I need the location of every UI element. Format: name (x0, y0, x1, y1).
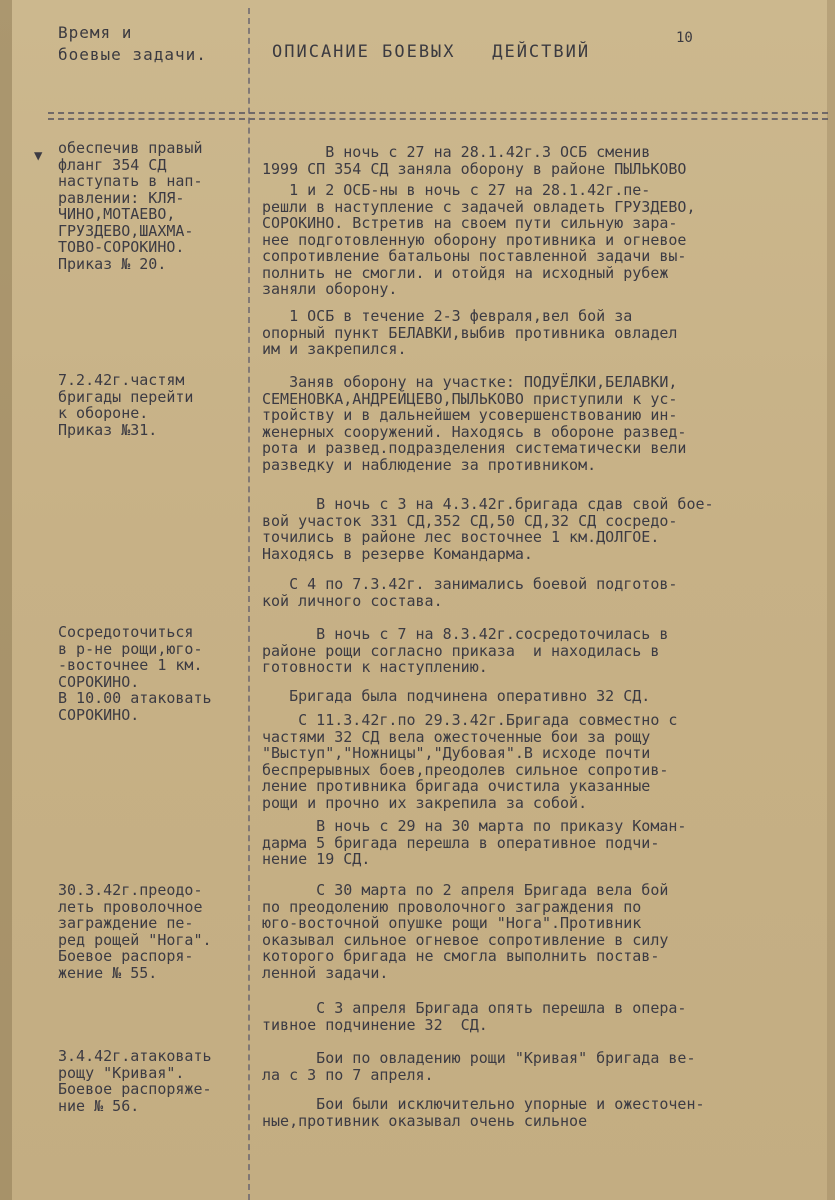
task-entry: 30.3.42г.преодо- леть проволочное заграждение пе- ред рощей "Нога". Боевое распоря- жение № 55. (58, 881, 212, 982)
header-rule-top (48, 112, 828, 114)
action-paragraph: 1 ОСБ в течение 2-3 февраля,вел бой за опорный пункт БЕЛАВКИ,выбив противника овладел им и закрепился. (262, 307, 678, 358)
column-divider (248, 8, 250, 1200)
column-header-description: ОПИСАНИЕ БОЕВЫХ ДЕЙСТВИЙ (272, 42, 591, 62)
action-paragraph: С 11.3.42г.по 29.3.42г.Бригада совместно с частями 32 СД вела ожесточенные бои за рощу "Выступ","Ножницы","Дубовая".В исходе почти беспрерывных боев,преодолев сильное сопротив- ление противника бригада очистила указанные рощи и прочно их закрепила за собой. (262, 711, 678, 812)
action-paragraph: Бригада была подчинена оперативно 32 СД. (262, 687, 651, 705)
task-entry: 7.2.42г.частям бригады перейти к обороне. Приказ №31. (58, 371, 194, 439)
page-edge-left (0, 0, 12, 1200)
action-paragraph: В ночь с 29 на 30 марта по приказу Коман- дарма 5 бригада перешла в оперативное подчи- нение 19 СД. (262, 817, 687, 868)
action-paragraph: С 3 апреля Бригада опять перешла в опера- тивное подчинение 32 СД. (262, 999, 687, 1034)
task-entry: 3.4.42г.атаковать рощу "Кривая". Боевое распоряже- ние № 56. (58, 1047, 212, 1115)
task-entry: Сосредоточиться в р-не рощи,юго- -восточнее 1 км. СОРОКИНО. В 10.00 атаковать СОРОКИНО. (58, 623, 212, 724)
action-paragraph: Бои были исключительно упорные и ожесточен- ные,противник оказывал очень сильное (262, 1095, 705, 1130)
action-paragraph: С 30 марта по 2 апреля Бригада вела бой по преодолению проволочного заграждения по юго-восточной опушке рощи "Нога".Противник оказывал сильное огневое сопротивление в силу которого бригада не смогла выполнить постав- ленной задачи. (262, 881, 669, 982)
page-edge-right (827, 0, 835, 1200)
action-paragraph: В ночь с 7 на 8.3.42г.сосредоточилась в районе рощи согласно приказа и находилась в готовности к наступлению. (262, 625, 669, 676)
action-paragraph: В ночь с 27 на 28.1.42г.3 ОСБ сменив 1999 СП 354 СД заняла оборону в районе ПЫЛЬКОВО (262, 143, 687, 178)
action-paragraph: Бои по овладению рощи "Кривая" бригада ве- ла с 3 по 7 апреля. (262, 1049, 696, 1084)
page-number: 10 (676, 30, 693, 46)
action-paragraph: С 4 по 7.3.42г. занимались боевой подготов- кой личного состава. (262, 575, 678, 610)
margin-mark: ▼ (34, 148, 43, 164)
action-paragraph: В ночь с 3 на 4.3.42г.бригада сдав свой бое- вой участок 331 СД,352 СД,50 СД,32 СД сосредо- точились в районе лес восточнее 1 км.ДОЛГОЕ. Находясь в резерве Командарма. (262, 495, 714, 563)
action-paragraph: 1 и 2 ОСБ-ны в ночь с 27 на 28.1.42г.пе- решли в наступление с задачей овладеть ГРУЗДЕВО, СОРОКИНО. Встретив на своем пути сильную зара- нее подготовленную оборону противника и огневое сопротивление батальоны поставленной задачи вы- полнить не смогли. и отойдя на исходный рубеж заняли оборону. (262, 181, 696, 298)
action-paragraph: Заняв оборону на участке: ПОДУЁЛКИ,БЕЛАВКИ, СЕМЕНОВКА,АНДРЕЙЦЕВО,ПЫЛЬКОВО приступили к ус- тройству и в дальнейшем усовершенствованию ин- женерных сооружений. Находясь в обороне развед- рота и развед.подразделения систематически вели разведку и наблюдение за противником. (262, 373, 687, 474)
column-header-time: Время и боевые задачи. (58, 23, 207, 64)
task-entry: обеспечив правый фланг 354 СД наступать в нап- равлении: КЛЯ- ЧИНО,МОТАЕВО, ГРУЗДЕВО,ШАХМА- ТОВО-СОРОКИНО. Приказ № 20. (58, 139, 203, 273)
header-rule-bottom (48, 118, 828, 120)
